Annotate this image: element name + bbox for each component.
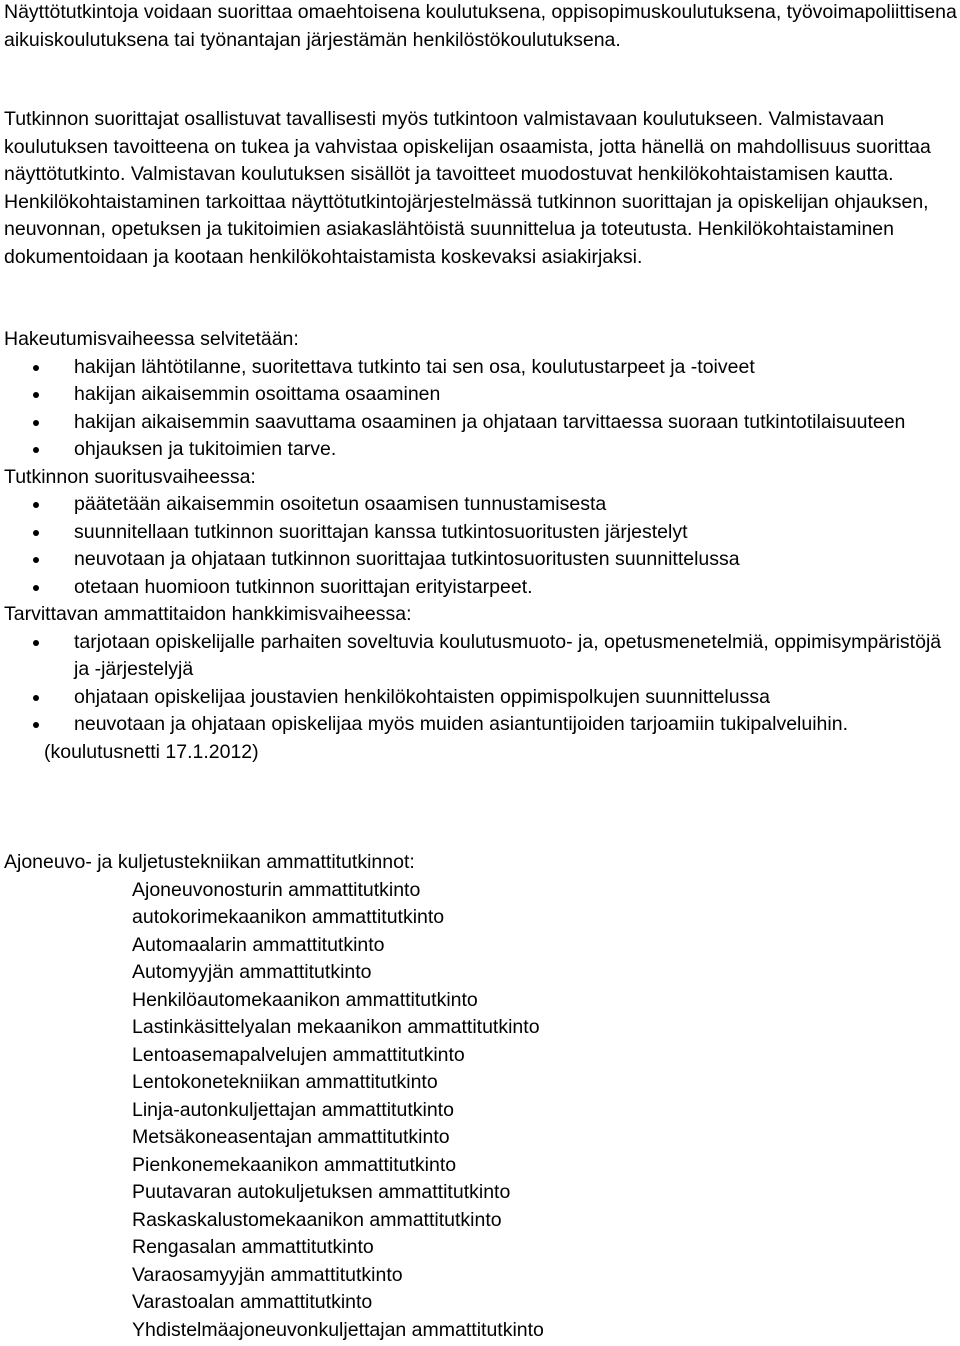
degree-list: [4, 877, 959, 1345]
source-citation: (koulutusnetti 17.1.2012): [44, 740, 259, 763]
phase-list: [4, 354, 959, 464]
degrees-section: [4, 849, 959, 1344]
list-item: hakijan lähtötilanne, suoritettava tutkinto tai sen osa, koulutustarpeet ja -toiveet: [74, 354, 959, 382]
degree-item: Henkilöautomekaanikon ammattitutkinto: [132, 988, 478, 1011]
degree-item: Lentoasemapalvelujen ammattitutkinto: [132, 1043, 465, 1066]
phases-section: [4, 326, 959, 766]
list-item: ohjataan opiskelijaa joustavien henkilökohtaisten oppimispolkujen suunnittelussa: [74, 684, 959, 712]
list-item: päätetään aikaisemmin osoitetun osaamisen tunnustamisesta: [74, 491, 959, 519]
list-item: otetaan huomioon tutkinnon suorittajan erityistarpeet.: [74, 574, 959, 602]
list-item: neuvotaan ja ohjataan opiskelijaa myös muiden asiantuntijoiden tarjoamiin tukipalveluihin.: [74, 711, 959, 739]
list-item: hakijan aikaisemmin osoittama osaaminen: [74, 381, 959, 409]
degree-item: Rengasalan ammattitutkinto: [132, 1236, 374, 1258]
degree-item: Varaosamyyjän ammattitutkinto: [132, 1263, 403, 1286]
degree-item: Metsäkoneasentajan ammattitutkinto: [132, 1126, 450, 1148]
list-item: tarjotaan opiskelijalle parhaiten soveltuvia koulutusmuoto- ja, opetusmenetelmiä, oppimisympäristöjä ja -järjestelyjä: [74, 629, 959, 684]
intro-paragraph: Näyttötutkintoja voidaan suorittaa omaehtoisena koulutuksena, oppisopimuskoulutuksena, työvoimapoliittisena aikuiskoulutuksena tai työnantajan järjestämän henkilöstökoulutuksena.: [4, 1, 957, 51]
phase-list: [4, 491, 959, 601]
main-paragraph: Tutkinnon suorittajat osallistuvat tavallisesti myös tutkintoon valmistavaan koulutukseen. Valmistavaan koulutuksen tavoitteena on tukea ja vahvistaa opiskelijan osaamista, jotta hänellä on mahdollisuus suorittaa näyttötutkinto. Valmistavan koulutuksen sisällöt ja tavoitteet muodostuvat henkilökohtaistamisen kautta. Henkilökohtaistaminen tarkoittaa näyttötutkintojärjestelmässä tutkinnon suorittajan ja opiskelijan ohjauksen, neuvonnan, opetuksen ja tukitoimien asiakaslähtöistä suunnittelua ja toteutusta. Henkilökohtaistaminen dokumentoidaan ja kootaan henkilökohtaistamista koskevaksi asiakirjaksi.: [4, 108, 931, 268]
degree-item: Automyyjän ammattitutkinto: [132, 961, 372, 983]
phase-heading: Tutkinnon suoritusvaiheessa:: [4, 465, 256, 488]
phase-list: [4, 629, 959, 739]
degree-item: Yhdistelmäajoneuvonkuljettajan ammattitutkinto: [132, 1318, 544, 1341]
phase-heading: Hakeutumisvaiheessa selvitetään:: [4, 328, 299, 350]
degree-item: Automaalarin ammattitutkinto: [132, 933, 385, 956]
degree-item: Linja-autonkuljettajan ammattitutkinto: [132, 1098, 454, 1121]
degree-item: Lentokonetekniikan ammattitutkinto: [132, 1071, 438, 1093]
list-item: ohjauksen ja tukitoimien tarve.: [74, 436, 959, 464]
degrees-heading: Ajoneuvo- ja kuljetustekniikan ammattitutkinnot:: [4, 851, 415, 873]
phase-heading: Tarvittavan ammattitaidon hankkimisvaiheessa:: [4, 603, 412, 625]
list-item: suunnitellaan tutkinnon suorittajan kanssa tutkintosuoritusten järjestelyt: [74, 519, 959, 547]
degree-item: Lastinkäsittelyalan mekaanikon ammattitutkinto: [132, 1016, 540, 1038]
degree-item: Varastoalan ammattitutkinto: [132, 1291, 373, 1313]
degree-item: Pienkonemekaanikon ammattitutkinto: [132, 1153, 457, 1176]
degree-item: Ajoneuvonosturin ammattitutkinto: [132, 878, 421, 901]
degree-item: Puutavaran autokuljetuksen ammattitutkinto: [132, 1181, 511, 1203]
list-item: hakijan aikaisemmin saavuttama osaaminen ja ohjataan tarvittaessa suoraan tutkintotilaisuuteen: [74, 409, 959, 437]
list-item: neuvotaan ja ohjataan tutkinnon suorittajaa tutkintosuoritusten suunnittelussa: [74, 546, 959, 574]
degree-item: Raskaskalustomekaanikon ammattitutkinto: [132, 1208, 502, 1231]
degree-item: autokorimekaanikon ammattitutkinto: [132, 906, 445, 928]
